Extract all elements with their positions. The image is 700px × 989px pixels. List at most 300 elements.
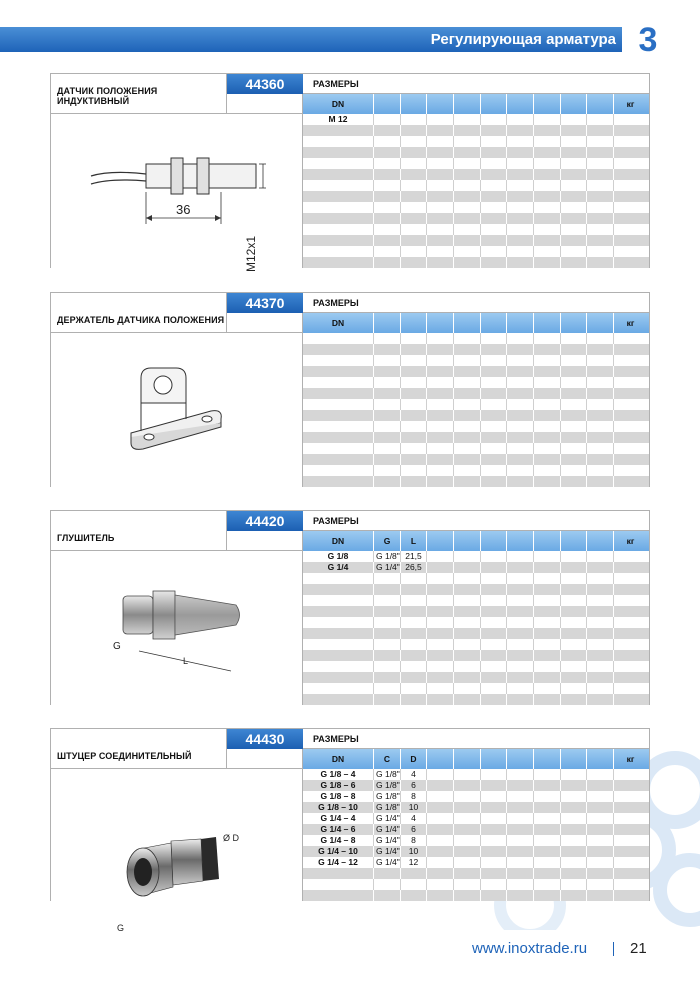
table-cell [374,224,401,235]
table-cell [374,136,401,147]
table-cell-dn: G 1/8 – 10 [303,802,374,813]
table-cell-dn [303,377,374,388]
table-row [303,824,649,835]
table-cell [401,213,427,224]
table-cell [507,595,534,606]
table-cell [561,639,587,650]
table-cell [587,410,614,421]
table-cell [401,573,427,584]
table-header-cell [454,313,481,333]
table-cell [427,224,454,235]
table-cell [454,476,481,487]
table-cell [427,366,454,377]
table-cell [587,595,614,606]
table-cell [454,333,481,344]
table-cell-dn: G 1/4 [303,562,374,573]
table-cell [481,683,507,694]
table-cell [401,355,427,366]
table-cell [561,180,587,191]
table-cell [534,235,561,246]
table-cell [614,879,647,890]
table-row [303,169,649,180]
table-cell [401,617,427,628]
table-cell [534,432,561,443]
table-cell [427,628,454,639]
table-cell [534,595,561,606]
table-cell-dn: G 1/4 – 6 [303,824,374,835]
table-header-cell [507,313,534,333]
table-cell [534,202,561,213]
table-cell-dn [303,443,374,454]
table-cell [614,650,647,661]
table-cell [534,813,561,824]
table-cell [561,355,587,366]
table-cell [507,246,534,257]
table-cell [454,213,481,224]
table-cell [454,573,481,584]
table-cell [374,202,401,213]
table-cell [454,454,481,465]
table-cell [534,213,561,224]
table-row [303,672,649,683]
table-cell [534,780,561,791]
table-cell [427,562,454,573]
table-cell [534,584,561,595]
table-cell: G 1/4" [376,562,400,572]
table-cell [454,136,481,147]
size-table [303,511,649,706]
table-header-cell [561,94,587,114]
table-cell [454,606,481,617]
table-cell [374,355,401,366]
table-cell: G 1/8" [376,769,400,779]
table-cell [481,114,507,125]
table-row [303,573,649,584]
table-cell [534,824,561,835]
table-cell [587,639,614,650]
table-cell [614,683,647,694]
table-cell [507,672,534,683]
table-cell-dn [303,213,374,224]
table-row [303,628,649,639]
table-cell [427,835,454,846]
table-cell [614,125,647,136]
table-cell [374,454,401,465]
table-row [303,180,649,191]
table-cell [454,465,481,476]
table-row [303,355,649,366]
table-cell [614,868,647,879]
table-cell-dn [303,573,374,584]
section-title-box [51,511,227,551]
table-cell [401,421,427,432]
table-cell [374,650,401,661]
table-cell [507,879,534,890]
table-cell [561,584,587,595]
table-cell [561,399,587,410]
table-header-cell [427,94,454,114]
table-cell [587,213,614,224]
table-cell [481,399,507,410]
table-cell [481,465,507,476]
table-row [303,791,649,802]
table-cell [507,191,534,202]
table-cell [401,606,427,617]
table-cell [587,628,614,639]
table-cell [587,802,614,813]
table-cell [534,366,561,377]
table-cell [561,824,587,835]
table-cell [587,562,614,573]
table-cell [561,246,587,257]
table-header-cell [534,749,561,769]
table-cell [534,650,561,661]
table-row [303,890,649,901]
table-cell: G 1/8" [376,791,400,801]
table-cell [507,432,534,443]
table-cell [454,202,481,213]
table-cell [374,476,401,487]
table-cell [614,246,647,257]
table-cell-dn [303,333,374,344]
table-header-cell [427,749,454,769]
table-cell [481,802,507,813]
table-cell [587,202,614,213]
table-row [303,584,649,595]
table-header-cell [507,749,534,769]
table-cell [507,421,534,432]
article-code-spacer [227,313,303,333]
table-row [303,344,649,355]
table-header-cell [427,531,454,551]
table-cell [401,180,427,191]
table-row [303,606,649,617]
table-cell [481,169,507,180]
table-header-row [303,94,649,114]
table-cell [507,224,534,235]
dimension-l-label: L [183,656,189,666]
table-cell [481,158,507,169]
table-cell [534,868,561,879]
table-cell [507,399,534,410]
table-cell-dn [303,476,374,487]
table-cell [454,388,481,399]
table-cell [614,476,647,487]
table-cell [481,202,507,213]
table-cell [481,388,507,399]
table-cell-dn [303,617,374,628]
table-cell [427,791,454,802]
table-cell [481,694,507,705]
table-cell-dn [303,388,374,399]
table-header-row [303,531,649,551]
table-row [303,147,649,158]
table-cell [454,595,481,606]
table-row [303,136,649,147]
table-cell [587,421,614,432]
table-cell [614,573,647,584]
table-cell [427,879,454,890]
table-cell [614,344,647,355]
table-cell [454,802,481,813]
table-cell-dn: M 12 [303,114,374,125]
table-cell: 26,5 [401,562,427,573]
table-cell [401,454,427,465]
table-cell [561,650,587,661]
table-cell [614,639,647,650]
product-image-area [51,114,303,272]
table-cell [481,355,507,366]
table-cell [427,573,454,584]
table-cell-dn [303,595,374,606]
table-header-cell: G [374,531,401,551]
table-cell [454,180,481,191]
table-row [303,650,649,661]
table-cell [481,791,507,802]
table-cell [587,454,614,465]
table-cell [561,835,587,846]
section-title-box [51,293,227,333]
table-cell [587,551,614,562]
table-cell-dn [303,879,374,890]
table-cell [561,213,587,224]
table-cell [427,399,454,410]
table-cell [561,857,587,868]
table-cell [614,213,647,224]
table-row [303,846,649,857]
table-cell [507,868,534,879]
table-cell [401,432,427,443]
table-cell [534,125,561,136]
table-cell [561,628,587,639]
table-header-cell [587,313,614,333]
table-cell [507,562,534,573]
table-cell [507,694,534,705]
table-cell [454,147,481,158]
table-cell [587,813,614,824]
table-row [303,410,649,421]
table-cell-dn: G 1/4 – 4 [303,813,374,824]
table-cell [454,868,481,879]
table-cell [454,628,481,639]
table-cell [534,791,561,802]
table-cell [427,377,454,388]
table-cell [374,595,401,606]
table-row [303,868,649,879]
table-cell: G 1/8" [376,551,400,561]
dimension-length-label: 36 [176,202,191,217]
table-cell [534,672,561,683]
table-cell [561,780,587,791]
table-cell [454,224,481,235]
table-cell [587,661,614,672]
table-cell [614,399,647,410]
table-row [303,114,649,125]
table-cell [427,661,454,672]
section-title-box [51,74,227,114]
table-cell [587,125,614,136]
table-cell [534,606,561,617]
table-cell [561,694,587,705]
table-cell-dn [303,410,374,421]
table-cell [481,595,507,606]
table-cell [374,443,401,454]
table-header-cell: DN [303,749,374,769]
table-cell [587,694,614,705]
table-cell [534,661,561,672]
table-header-cell [454,94,481,114]
table-cell [454,366,481,377]
table-cell [614,333,647,344]
table-header-cell: DN [303,94,374,114]
table-cell [401,366,427,377]
table-cell [614,388,647,399]
table-cell-dn [303,606,374,617]
table-header-cell [534,94,561,114]
table-cell [534,573,561,584]
table-header-cell: DN [303,531,374,551]
table-cell [454,683,481,694]
table-cell [481,890,507,901]
table-cell [374,377,401,388]
table-cell [427,202,454,213]
table-cell [427,813,454,824]
table-row [303,246,649,257]
table-cell [561,344,587,355]
table-cell [614,672,647,683]
table-cell [534,421,561,432]
table-header-cell [401,313,427,333]
table-cell-dn [303,158,374,169]
table-cell [427,432,454,443]
table-cell [454,246,481,257]
table-cell-dn: G 1/8 [303,551,374,562]
table-cell [534,694,561,705]
table-header-cell [507,94,534,114]
table-cell: G 1/4" [376,846,400,856]
table-row [303,813,649,824]
table-row [303,191,649,202]
table-cell-dn [303,125,374,136]
table-cell [587,683,614,694]
table-cell [587,224,614,235]
table-cell [614,835,647,846]
table-cell [614,890,647,901]
table-cell-dn [303,246,374,257]
table-cell [481,824,507,835]
table-cell-dn [303,344,374,355]
table-cell: G 1/4" [376,857,400,867]
table-header-cell [561,749,587,769]
table-cell [561,366,587,377]
table-cell [454,235,481,246]
table-cell [507,344,534,355]
table-cell [534,476,561,487]
table-cell [534,114,561,125]
table-cell [534,443,561,454]
table-cell [507,388,534,399]
footer-url[interactable]: www.inoxtrade.ru [472,940,588,957]
table-cell [507,366,534,377]
table-cell [561,224,587,235]
table-cell [454,169,481,180]
table-cell [561,202,587,213]
table-cell [534,377,561,388]
table-cell [507,158,534,169]
table-cell [374,694,401,705]
table-cell [534,639,561,650]
table-cell [507,846,534,857]
table-row [303,421,649,432]
table-cell [427,465,454,476]
table-cell [614,355,647,366]
table-cell [587,191,614,202]
table-cell [561,606,587,617]
table-cell-dn: G 1/4 – 12 [303,857,374,868]
sizes-label: РАЗМЕРЫ [313,516,359,526]
page-title: Регулирующая арматура [430,31,616,48]
table-cell-dn: G 1/8 – 6 [303,780,374,791]
table-row [303,769,649,780]
table-cell-dn: G 1/4 – 10 [303,846,374,857]
table-cell [454,694,481,705]
table-cell [561,147,587,158]
table-row [303,661,649,672]
table-cell [374,235,401,246]
table-cell [614,606,647,617]
table-cell [614,158,647,169]
dimension-thread-label: M12x1 [244,235,258,272]
table-cell [374,213,401,224]
table-cell: 12 [401,857,427,868]
table-cell [374,639,401,650]
table-cell [401,879,427,890]
table-cell [374,584,401,595]
table-cell-dn [303,868,374,879]
table-cell [534,562,561,573]
table-header-cell [534,531,561,551]
table-cell [614,780,647,791]
table-cell [427,114,454,125]
table-cell [454,672,481,683]
table-row [303,125,649,136]
table-cell [587,344,614,355]
table-cell [401,584,427,595]
table-cell [534,551,561,562]
table-row [303,639,649,650]
table-cell [561,551,587,562]
table-cell [481,377,507,388]
table-cell [481,879,507,890]
table-cell [427,617,454,628]
table-cell [507,857,534,868]
table-cell [587,235,614,246]
table-cell [427,136,454,147]
table-cell [534,628,561,639]
table-cell [561,661,587,672]
table-cell [401,465,427,476]
table-cell [561,868,587,879]
table-cell [614,366,647,377]
table-cell-dn [303,432,374,443]
article-code-spacer [227,749,303,769]
table-cell [534,333,561,344]
table-cell [534,857,561,868]
table-header-cell [561,313,587,333]
table-cell [427,125,454,136]
table-cell [374,257,401,268]
table-cell [614,465,647,476]
